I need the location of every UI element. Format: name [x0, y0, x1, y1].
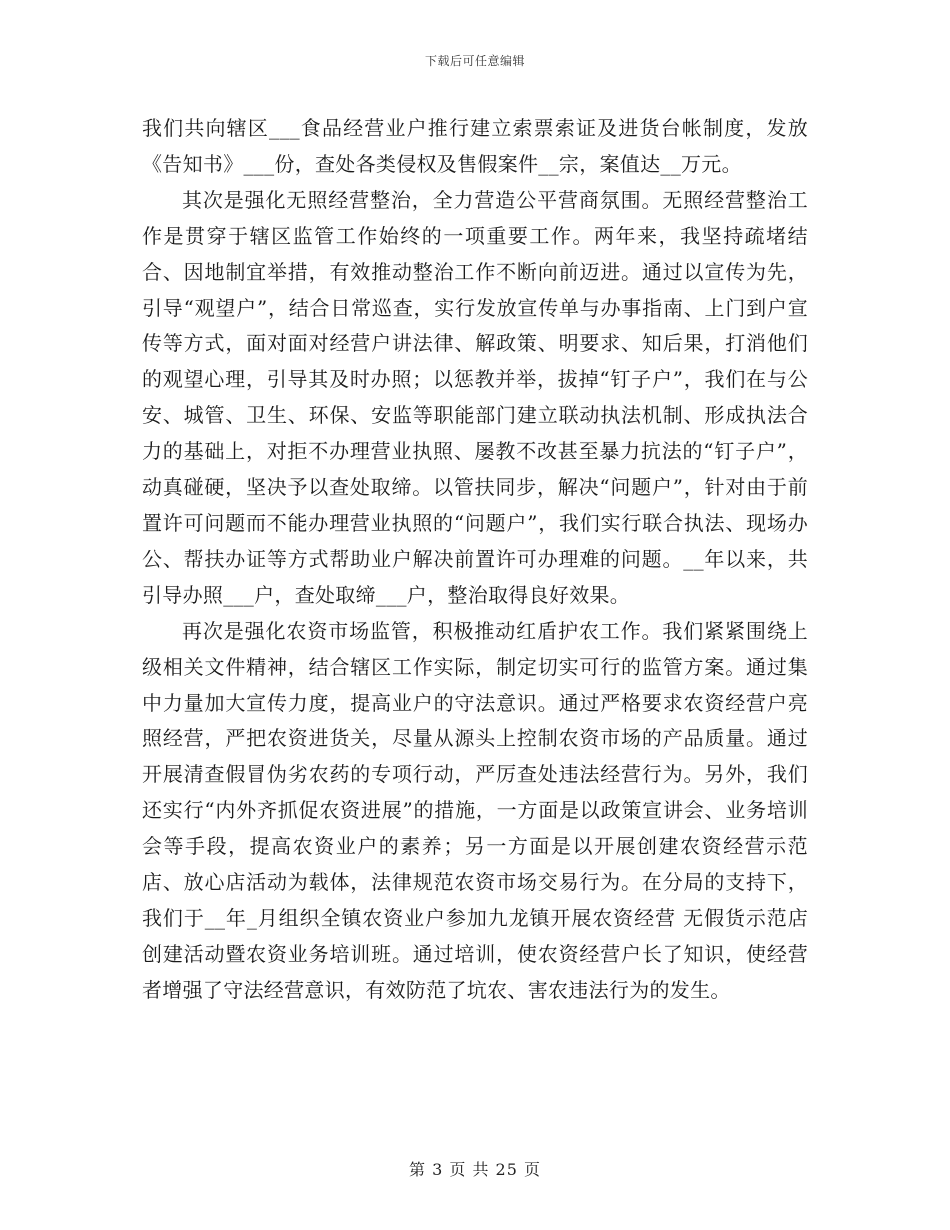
page-footer: 第 3 页 共 25 页 — [409, 1160, 541, 1179]
document-body — [142, 111, 808, 1009]
paragraph-2: 其次是强化无照经营整治，全力营造公平营商氛围。无照经营整治工作是贯穿于辖区监管工作始终的一项重要工作。两年来，我坚持疏堵结合、因地制宜举措，有效推动整治工作不断向前迈进。通过以宣传为先，引导“观望户”，结合日常巡查，实行发放宣传单与办事指南、上门到户宣传等方式，面对面对经营户讲法律、解政策、明要求、知后果，打消他们的观望心理，引导其及时办照；以惩教并举，拔掉“钉子户”，我们在与公安、城管、卫生、环保、安监等职能部门建立联动执法机制、形成执法合力的基础上，对拒不办理营业执照、屡教不改甚至暴力抗法的“钉子户”，动真碰硬，坚决予以查处取缔。以管扶同步，解决“问题户”，针对由于前置许可问题而不能办理营业执照的“问题户”，我们实行联合执法、现场办公、帮扶办证等方式帮助业户解决前置许可办理难的问题。__年以来，共引导办照___户，查处取缔___户，整治取得良好效果。 — [142, 187, 808, 607]
paragraph-1: 我们共向辖区___食品经营业户推行建立索票索证及进货台帐制度，发放《告知书》___份，查处各类侵权及售假案件__宗，案值达__万元。 — [142, 116, 808, 176]
page-header: 下载后可任意编辑 — [424, 54, 525, 68]
paragraph-3: 再次是强化农资市场监管，积极推动红盾护农工作。我们紧紧围绕上级相关文件精神，结合辖区工作实际，制定切实可行的监管方案。通过集中力量加大宣传力度，提高业户的守法意识。通过严格要求农资经营户亮照经营，严把农资进货关，尽量从源头上控制农资市场的产品质量。通过开展清查假冒伪劣农药的专项行动，严厉查处违法经营行为。另外，我们还实行“内外齐抓促农资进展”的措施，一方面是以政策宣讲会、业务培训会等手段，提高农资业户的素养；另一方面是以开展创建农资经营示范店、放心店活动为载体，法律规范农资市场交易行为。在分局的支持下，我们于__年_月组织全镇农资业户参加九龙镇开展农资经营 无假货示范店创建活动暨农资业务培训班。通过培训，使农资经营户长了知识，使经营者增强了守法经营意识，有效防范了坑农、害农违法行为的发生。 — [142, 618, 808, 1002]
